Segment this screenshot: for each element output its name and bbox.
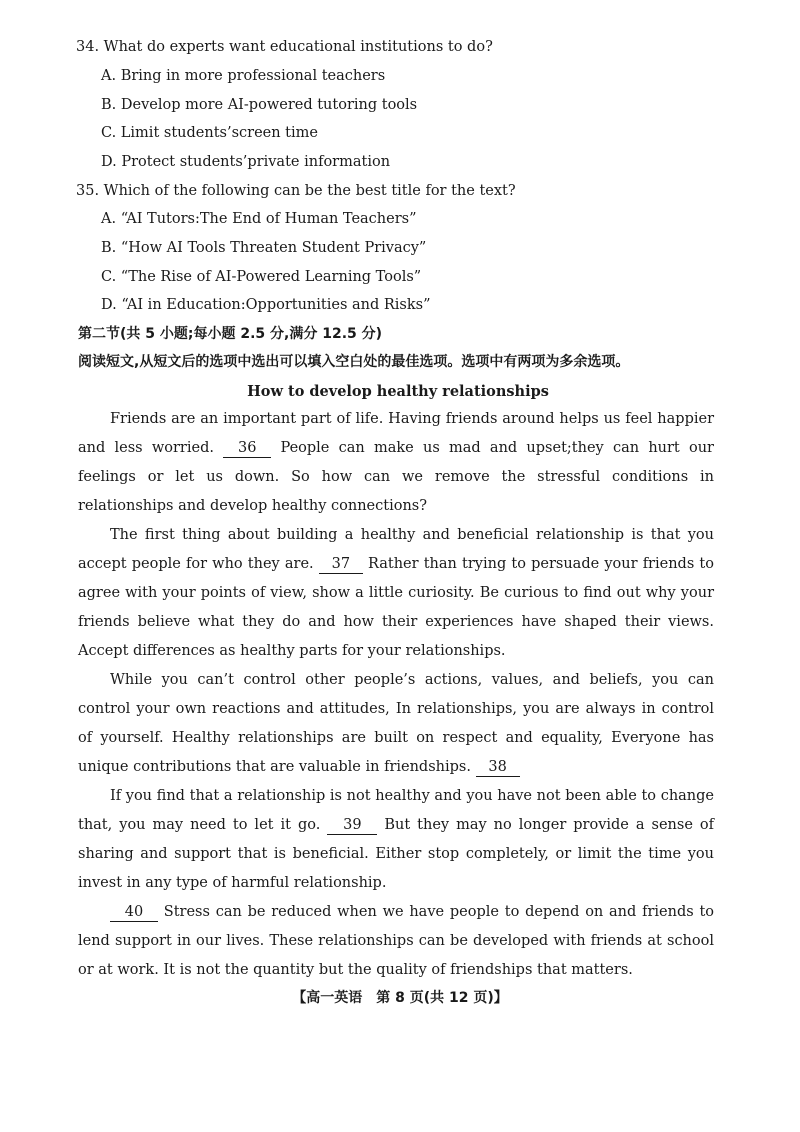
paragraph-text: But they may no longer provide a sense of sharing and support that is beneficial. Either stop completely, or limit the time you invest in any type of harmful relationship.	[78, 817, 715, 891]
question-35-stem: 35. Which of the following can be the best title for the text?	[76, 183, 516, 199]
blank-40: 40	[110, 903, 158, 922]
question-34-option-c: C. Limit students’screen time	[101, 125, 318, 141]
section-heading: 第二节(共 5 小题;每小题 2.5 分,满分 12.5 分)	[78, 326, 383, 342]
question-35-option-c: C. “The Rise of AI-Powered Learning Tools”	[101, 269, 422, 285]
blank-39: 39	[327, 816, 377, 835]
passage-body	[78, 405, 714, 985]
page-footer: 【高一英语 第 8 页(共 12 页)】	[292, 990, 508, 1006]
passage-paragraph-2	[78, 521, 714, 666]
paragraph-text: Rather than trying to persuade your friends to agree with your points of view, show a little curiosity. Be curious to find out why your friends believe what they do and how their experiences have shaped their views. Accept differences as healthy parts for your relationships.	[78, 556, 714, 659]
paragraph-text: People can make us mad and upset;they can hurt our feelings or let us down. So how can we remove the stressful conditions in relationships and develop healthy connections?	[78, 440, 714, 514]
paragraph-text: While you can’t control other people’s actions, values, and beliefs, you can control your own reactions and attitudes, In relationships, you are always in control of yourself. Healthy relationships are built on respect and equality, Everyone has unique contributions that are valuable in friendships.	[78, 672, 714, 775]
blank-36: 36	[223, 439, 271, 458]
question-35-option-a: A. “AI Tutors:The End of Human Teachers”	[101, 211, 417, 227]
question-35-option-d: D. “AI in Education:Opportunities and Risks”	[101, 297, 431, 313]
passage-paragraph-1	[78, 405, 714, 521]
question-35-option-b: B. “How AI Tools Threaten Student Privacy”	[101, 240, 427, 256]
question-34-option-d: D. Protect students’private information	[101, 154, 391, 170]
question-34-stem: 34. What do experts want educational institutions to do?	[76, 39, 493, 55]
passage-title: How to develop healthy relationships	[247, 383, 549, 400]
question-34-option-b: B. Develop more AI-powered tutoring tools	[101, 97, 418, 113]
section-instruction: 阅读短文,从短文后的选项中选出可以填入空白处的最佳选项。选项中有两项为多余选项。	[78, 354, 630, 370]
paragraph-text: Stress can be reduced when we have people to depend on and friends to lend support in our lives. These relationships can be developed with friends at school or at work. It is not the quantity but the quality of friendships that matters.	[78, 904, 714, 978]
question-34-option-a: A. Bring in more professional teachers	[101, 68, 386, 84]
paragraph-text: Friends are an important part of life. Having friends around helps us feel happier and less worried.	[78, 411, 714, 456]
passage-paragraph-4	[78, 782, 714, 898]
passage-paragraph-3	[78, 666, 714, 782]
passage-paragraph-5	[78, 898, 714, 985]
paragraph-text: The first thing about building a healthy and beneficial relationship is that you accept people for who they are.	[78, 527, 714, 572]
paragraph-text: If you find that a relationship is not healthy and you have not been able to change that, you may need to let it go.	[78, 788, 714, 833]
blank-37: 37	[319, 555, 363, 574]
blank-38: 38	[476, 758, 520, 777]
